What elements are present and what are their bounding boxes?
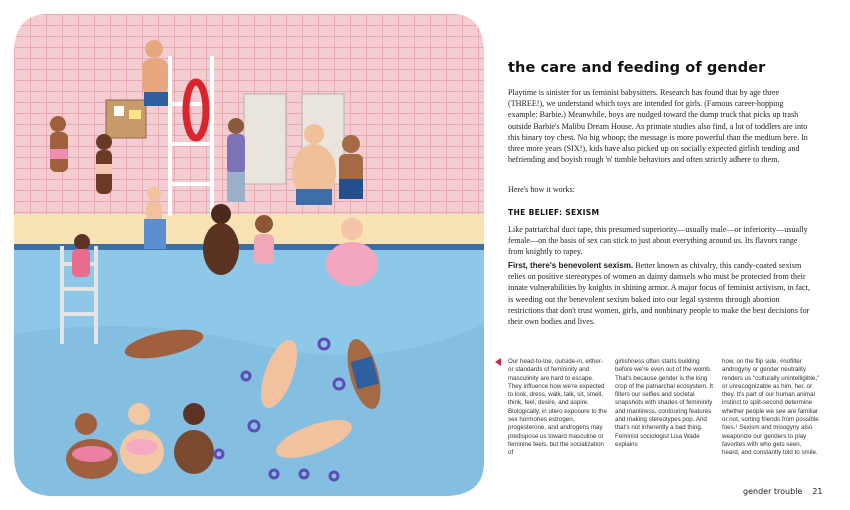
pool-illustration bbox=[14, 14, 484, 496]
intro-paragraph: Playtime is sinister for us feminist babysitters. Research has found that by age three (THREE!), we understand which toys are intended for girls. (Famous career-hopping example: Barbie.) Meanwhile, boys are nudged toward the dump truck that picks up trash outside Barbie's Malibu Dream House. As primate studies also find, a lot of toddlers are into this binary toy chest. No big whoop; the message is more powerful than the medium here. In three more years (SIX!), kids have also picked up on socially expected girlish tending and befriending and boyish rough 'n' tumble behaviors and often strictly adhere to them. bbox=[508, 88, 808, 165]
benevolent-lead: First, there's benevolent sexism. bbox=[508, 261, 634, 270]
benevolent-sexism-paragraph bbox=[508, 260, 810, 327]
sidebar-marker-icon bbox=[495, 358, 501, 366]
page-number: 21 bbox=[812, 487, 823, 496]
sidebar-column: Our head-to-toe, outside-in, either-or standards of femininity and masculinity are hard to escape. They influence how we're expected to look, dress, walk, talk, sit, smell, think, feel, desire, and aspire. Biologically, in utero exposure to the sex hormones estrogen, progesterone, and androgens may predispose us toward masculine or feminine feels, but the socialization of bbox=[508, 358, 607, 457]
restroom-door bbox=[244, 94, 286, 184]
page-title: the care and feeding of gender bbox=[508, 60, 766, 76]
page-footer bbox=[743, 487, 823, 496]
benevolent-text: Better known as chivalry, this candy-coated sexism relies on positive stereotypes of women as dainty damsels who must be protected from their innate vulnerabilities by knights in shining armor. A major focus of feminist activism, in fact, is weeding out the benevolent sexism baked into our legal systems through abortion restrictions that don't trust women, girls, and nonbinary people to make the best decisions for their own bodies and lives. bbox=[508, 261, 810, 327]
belief-paragraph: Like patriarchal duct tape, this presumed superiority—usually male—or inferiority—usually female—on the basis of sex can stick to just about everything around us. Its flavors range from knightly to rapey. bbox=[508, 225, 808, 257]
sidebar-column: how, on the flip side, #nofilter androgyny or gender neutrality renders us "culturally unintelligible," or unrecognizable as him, her, or they. It's part of our human animal instinct to split-second determine whether people we see are familiar or not, sorting friends from possible foes.¹ Sexism and misogyny also weaponize our genders to play favorites with who gets seen, heard, and constantly told to smile. bbox=[722, 358, 820, 457]
sidebar-column: girlishness often starts building before we're even out of the womb. That's because gender is the king crop of the patriarchal ecosystem. It filters our selfies and societal snapshots with shades of femininity and manliness, contouring features and making stereotypes pop. And that's not inherently a bad thing. Feminist sociologist Lisa Wade explains bbox=[615, 358, 714, 448]
footer-section-title: gender trouble bbox=[743, 487, 803, 496]
how-it-works-paragraph: Here's how it works: bbox=[508, 185, 575, 194]
section-subheading: THE BELIEF: SEXISM bbox=[508, 208, 600, 217]
